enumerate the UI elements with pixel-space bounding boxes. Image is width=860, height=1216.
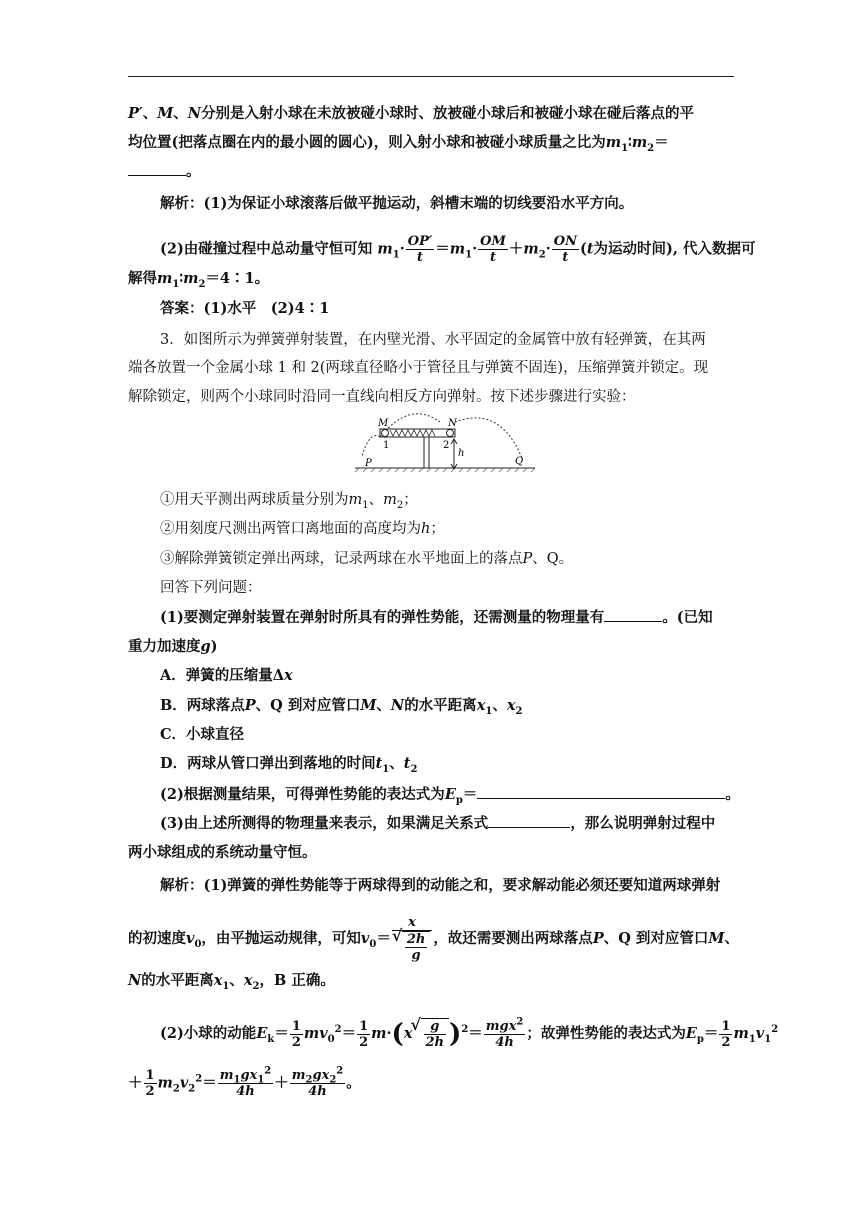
solution-line: N的水平距离$x_1$、$x_2$，B 正确。 (128, 972, 335, 992)
question-part-3: (3)由上述所测得的物理量来表示，如果满足关系式 ，那么说明弹射过程中 (160, 815, 716, 832)
text-line: 两小球组成的系统动量守恒。 (128, 844, 317, 861)
answer-blank (488, 813, 570, 828)
option-B: B．两球落点P、Q 到对应管口M、N的水平距离$x_1$、$x_2$ (160, 697, 523, 717)
fraction: $\frac{ON}{t}$ (553, 234, 577, 265)
solution-formula-line: ＋ $\frac{1}{2}$ $m_2v_2^2=$ $\frac{m_1gx_1^2}{4h}$ ＋ $\frac{m_2gx_2^2}{4h}$ 。 (128, 1065, 361, 1099)
header-rule (128, 76, 734, 77)
trajectory-right (455, 418, 522, 458)
spring-launcher-figure (350, 410, 540, 475)
option-A: A．弹簧的压缩量Δx (160, 667, 293, 684)
trajectory-left (362, 436, 380, 456)
label-N: N (448, 418, 457, 429)
question-part-1: (1)要测定弹射装置在弹射时所具有的弹性势能，还需测量的物理量有 。(已知 (160, 609, 713, 626)
formula-line: (2)由碰撞过程中总动量守恒可知 $m_1\cdot$ $\frac{OP'}{t}$ $=m_1\cdot$ $\frac{OM}{t}$ $+m_2\cdot$ $\frac{ON}{t}$ (t为运动时间), 代入数据可 (160, 234, 756, 265)
fraction: $\frac{OP'}{t}$ (407, 234, 433, 265)
solution-line: 解析：(1)为保证小球滚落后做平抛运动，斜槽末端的切线要沿水平方向。 (160, 195, 634, 212)
label-P: P (365, 458, 372, 469)
solution-formula-line: (2)小球的动能$E_k=$ $\frac{1}{2}$ $mv_0^2=$ $\frac{1}{2}$ m·(x √ $\frac{g}{2h}$ )$^2$＝ $\frac{mgx^2}{4h}$ ；故弹性势能的表达式为$E_p=$ $\frac{1}{2}$ $m_1v_1^2$ (160, 1018, 734, 1050)
answer-blank (128, 161, 186, 176)
question-line: 解除锁定，则两个小球同时沿同一直线向相反方向弹射。按下述步骤进行实验： (128, 389, 636, 405)
text-line: P′、M、N分别是入射小球在未放被碰小球时、放被碰小球后和被碰小球在碰后落点的平 (128, 105, 695, 122)
answer-line: 答案：(1)水平 (2)4∶1 (160, 300, 330, 317)
text-line: 回答下列问题： (160, 580, 262, 596)
fraction: $\frac{OM}{t}$ (480, 234, 506, 265)
step-line: ①用天平测出两球质量分别为$m_1$、$m_2$； (160, 492, 418, 511)
question-line: 端各放置一个金属小球 1 和 2(两球直径略小于管径且与弹簧不固连)，压缩弹簧并锁定。现 (128, 360, 709, 376)
label-1: 1 (383, 440, 390, 451)
label-M: M (378, 418, 389, 429)
label-h: h (458, 448, 465, 459)
fraction: x √ $\frac{2h}{g}$ (392, 915, 433, 963)
answer-blank (477, 784, 725, 799)
solution-line: 的初速度$v_0$，由平抛运动规律，可知$v_0=$ x √ $\frac{2h}{g}$ ，故还需要测出两球落点P、Q 到对应管口M、 (128, 915, 734, 963)
question-line: 3．如图所示为弹簧弹射装置，在内壁光滑、水平固定的金属管中放有轻弹簧，在其两 (160, 332, 706, 348)
text-line: 。 (128, 161, 734, 182)
ball-2 (447, 430, 454, 437)
step-line: ③解除弹簧锁定弹出两球，记录两球在水平地面上的落点P、Q。 (160, 551, 574, 567)
answer-blank (604, 607, 662, 622)
text-line: 均位置(把落点圈在内的最小圆的圆心)，则入射小球和被碰小球质量之比为$m_1∶m_2=$ (128, 134, 669, 154)
option-D: D．两球从管口弹出到落地的时间$t_1$、$t_2$ (160, 755, 418, 775)
option-C: C．小球直径 (160, 726, 245, 743)
spring (390, 430, 435, 436)
step-line: ②用刻度尺测出两管口离地面的高度均为h； (160, 521, 445, 537)
solution-line: 解析：(1)弹簧的弹性势能等于两球得到的动能之和，要求解动能必须还要知道两球弹射 (160, 877, 721, 894)
text-line: 解得$m_1∶m_2=4∶1$。 (128, 270, 270, 290)
label-Q: Q (515, 456, 524, 467)
ball-1 (382, 430, 389, 437)
question-part-2: (2)根据测量结果，可得弹性势能的表达式为$E_p=$ 。 (160, 786, 740, 806)
label-2: 2 (443, 440, 450, 451)
text-line: 重力加速度g) (128, 638, 218, 655)
